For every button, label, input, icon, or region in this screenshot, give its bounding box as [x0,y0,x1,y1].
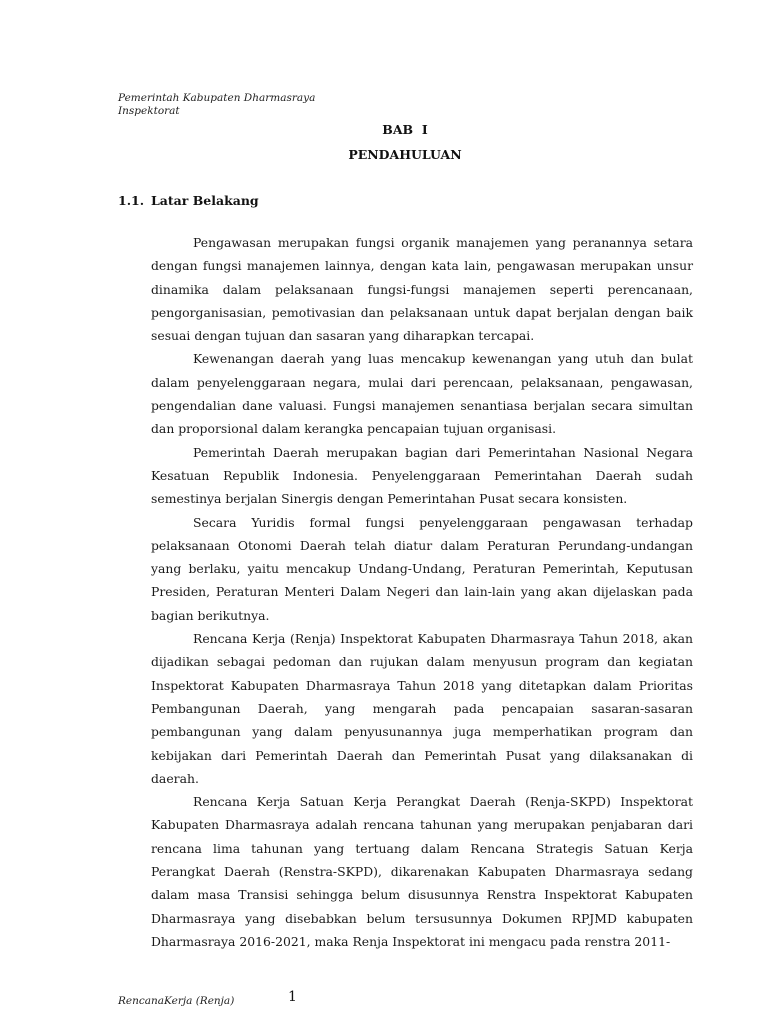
chapter-title: PENDAHULUAN [348,147,462,162]
section-heading [118,193,259,208]
paragraph: Pemerintah Daerah merupakan bagian dari Pemerintahan Nasional Negara Kesatuan Republik Indonesia. Penyelenggaraan Pemerintahan Daerah sudah semestinya berjalan Sinergis dengan Pemerintahan Pusat secara konsisten. [151,444,693,507]
running-header [118,92,315,118]
section-number: 1.1. [118,193,145,208]
header-department: Inspektorat [118,105,180,117]
body-text [151,231,693,953]
footer-label: RencanaKerja (Renja) [118,995,235,1007]
chapter-number: BAB I [382,122,428,137]
paragraph: Secara Yuridis formal fungsi penyelenggaraan pengawasan terhadap pelaksanaan Otonomi Daerah telah diatur dalam Peraturan Perundang-undangan yang berlaku, yaitu mencakup Undang-Undang, Peraturan Pemerintah, Keputusan Presiden, Peraturan Menteri Dalam Negeri dan lain-lain yang akan dijelaskan pada bagian berikutnya. [151,514,693,623]
paragraph: Rencana Kerja (Renja) Inspektorat Kabupaten Dharmasraya Tahun 2018, akan dijadikan sebagai pedoman dan rujukan dalam menyusun program dan kegiatan Inspektorat Kabupaten Dharmasraya Tahun 2018 yang ditetapkan dalam Prioritas Pembangunan Daerah, yang mengarah pada pencapaian sasaran-sasaran pembangunan yang dalam penyusunannya juga memperhatikan program dan kebijakan dari Pemerintah Daerah dan Pemerintah Pusat yang dilaksanakan di daerah. [151,631,693,786]
paragraph: Pengawasan merupakan fungsi organik manajemen yang peranannya setara dengan fungsi manajemen lainnya, dengan kata lain, pengawasan merupakan unsur dinamika dalam pelaksanaan fungsi-fungsi manajemen seperti perencanaan, pengorganisasian, pemotivasian dan pelaksanaan untuk dapat berjalan dengan baik sesuai dengan tujuan dan sasaran yang diharapkan tercapai. [151,235,693,344]
page-number: 1 [288,989,297,1005]
paragraph: Rencana Kerja Satuan Kerja Perangkat Daerah (Renja-SKPD) Inspektorat Kabupaten Dharmasraya adalah rencana tahunan yang merupakan penjabaran dari rencana lima tahunan yang tertuang dalam Rencana Strategis Satuan Kerja Perangkat Daerah (Renstra-SKPD), dikarenakan Kabupaten Dharmasraya sedang dalam masa Transisi sehingga belum disusunnya Renstra Inspektorat Kabupaten Dharmasraya yang disebabkan belum tersusunnya Dokumen RPJMD kabupaten Dharmasraya 2016-2021, maka Renja Inspektorat ini mengacu pada renstra 2011- [151,794,693,949]
header-organization: Pemerintah Kabupaten Dharmasraya [118,92,316,104]
section-title: Latar Belakang [151,193,259,208]
paragraph: Kewenangan daerah yang luas mencakup kewenangan yang utuh dan bulat dalam penyelenggaraan negara, mulai dari perencaan, pelaksanaan, pengawasan, pengendalian dane valuasi. Fungsi manajemen senantiasa berjalan secara simultan dan proporsional dalam kerangka pencapaian tujuan organisasi. [151,351,693,437]
